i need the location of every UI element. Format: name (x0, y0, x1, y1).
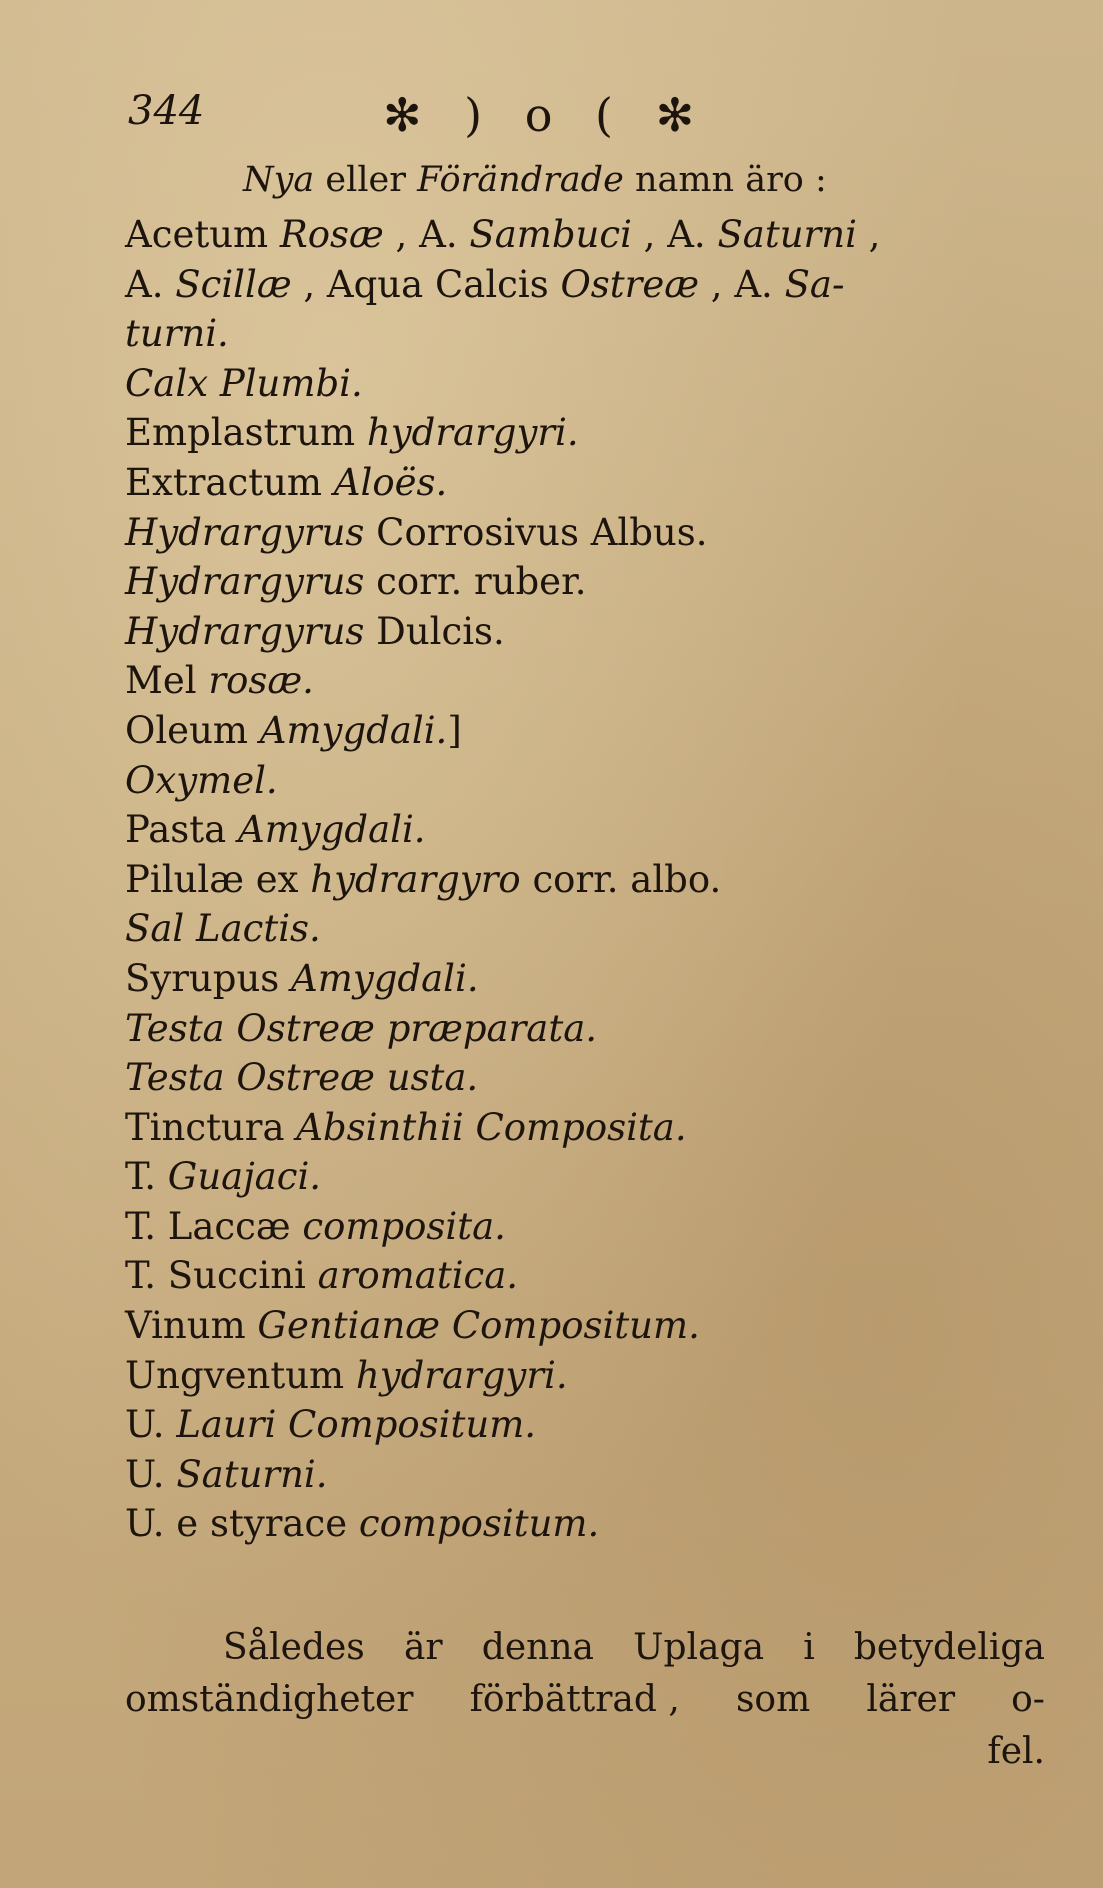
closing-word: är (403, 1627, 443, 1668)
list-item (125, 309, 1055, 359)
entry-text: turni. (125, 312, 229, 356)
entry-text: Testa Ostreæ usta. (125, 1056, 479, 1100)
closing-word: o- (1011, 1679, 1045, 1720)
entry-text: , (856, 213, 881, 256)
entry-text: Scillæ (175, 262, 292, 306)
entry-text: , A. (699, 262, 785, 306)
entry-text: A. (419, 213, 470, 256)
entry-text: A. (667, 213, 718, 256)
entry-text: Sa- (784, 262, 845, 306)
entry-text: Absinthii Composita. (296, 1105, 687, 1149)
closing-word: lärer (866, 1679, 956, 1720)
entry-text: rosæ. (208, 659, 314, 703)
entry-text: Ostreæ (560, 262, 700, 306)
list-item (125, 260, 1055, 310)
list-item (125, 1400, 1055, 1450)
list-item (125, 1202, 1055, 1252)
list-item (125, 1499, 1055, 1549)
entry-text: Mel (125, 659, 209, 703)
entry-text: ] (447, 708, 462, 752)
entry-text: Oxymel. (125, 758, 278, 802)
closing-word: Uplaga (633, 1627, 765, 1668)
list-item (125, 607, 1055, 657)
list-item (125, 359, 1055, 409)
entry-text: U. (125, 1452, 177, 1496)
list-item (125, 1450, 1055, 1500)
entry-text: T. (125, 1155, 168, 1199)
entry-text: aromatica. (317, 1254, 519, 1298)
heading-word-forandrade: Förändrade (417, 160, 624, 200)
entry-text: , (383, 213, 420, 256)
list-item (125, 210, 1055, 260)
entry-text: compositum. (358, 1502, 600, 1546)
list-item (125, 855, 1055, 905)
entry-text: Amygdali. (291, 956, 479, 1000)
entry-text: Syrupus (125, 956, 292, 1000)
list-item (125, 1053, 1055, 1103)
closing-word: förbättrad , (469, 1679, 680, 1720)
entry-text: Hydrargyrus (125, 510, 365, 554)
entry-text: T. Laccæ (125, 1204, 303, 1248)
list-item (125, 508, 1055, 558)
list-item (125, 1301, 1055, 1351)
entry-text: Guajaci. (167, 1155, 322, 1199)
closing-word: denna (481, 1627, 594, 1668)
catchword-line (125, 1726, 1045, 1778)
entry-text: Vinum (125, 1304, 258, 1348)
entry-text: corr. albo. (520, 857, 722, 901)
entry-text: A. (125, 262, 176, 306)
entry-text: Amygdali. (259, 708, 448, 752)
heading-word-eller: eller (325, 160, 406, 200)
list-item (125, 1251, 1055, 1301)
entry-text: Saturni. (176, 1452, 328, 1496)
entry-text: T. Succini (125, 1254, 318, 1298)
entry-text: corr. ruber. (364, 560, 587, 604)
heading-word-nya: Nya (243, 160, 315, 200)
entry-text: hydrargyri. (355, 1353, 568, 1397)
entry-text: Testa Ostreæ præparata. (125, 1006, 598, 1050)
list-item (125, 805, 1055, 855)
entry-text: Dulcis. (364, 609, 505, 653)
catchword: fel. (987, 1731, 1045, 1772)
remedy-list (125, 210, 1055, 1549)
entry-text: Oleum (125, 708, 260, 752)
closing-word: i (803, 1627, 815, 1668)
entry-text: Acetum (125, 213, 280, 256)
entry-text: Gentianæ Compositum. (257, 1304, 700, 1348)
heading-word-namn: namn äro : (634, 160, 827, 200)
entry-text: hydrargyri. (366, 411, 579, 455)
list-item (125, 1351, 1055, 1401)
entry-text: Amygdali. (237, 808, 426, 852)
list-item (125, 408, 1055, 458)
closing-line-2 (125, 1674, 1045, 1726)
list-item (125, 1004, 1055, 1054)
entry-text: Pilulæ ex (125, 857, 311, 901)
closing-word: Således (223, 1627, 365, 1668)
list-item (125, 1152, 1055, 1202)
entry-text: Sal Lactis. (125, 907, 321, 951)
entry-text: Corrosivus Albus. (364, 510, 708, 554)
entry-text: Hydrargyrus (125, 560, 365, 604)
entry-text: , (631, 213, 668, 256)
entry-text: Tinctura (125, 1105, 297, 1149)
closing-paragraph (125, 1622, 1045, 1778)
entry-text: Pasta (125, 808, 238, 852)
entry-text: composita. (302, 1204, 506, 1248)
list-item (125, 458, 1055, 508)
entry-text: hydrargyro (310, 857, 521, 901)
list-item (125, 904, 1055, 954)
entry-text: Ungventum (125, 1353, 356, 1397)
page-header (128, 88, 1008, 148)
page-number: 344 (128, 88, 205, 134)
closing-word: omständigheter (125, 1679, 414, 1720)
list-item (125, 656, 1055, 706)
list-item (125, 756, 1055, 806)
closing-line-1 (125, 1622, 1045, 1674)
header-ornament: ✻ ) o ( ✻ (383, 88, 709, 142)
entry-text: Aloës. (333, 460, 448, 504)
entry-text: Lauri Compositum. (176, 1403, 537, 1447)
list-item (125, 954, 1055, 1004)
closing-word: som (735, 1679, 811, 1720)
entry-text: Rosæ (279, 213, 384, 256)
list-item (125, 557, 1055, 607)
entry-text: , Aqua Calcis (291, 262, 561, 306)
entry-text: Sambuci (469, 213, 632, 256)
list-heading (243, 160, 827, 200)
entry-text: Calx Plumbi. (125, 361, 363, 405)
entry-text: Extractum (125, 460, 334, 504)
entry-text: Saturni (717, 213, 857, 256)
entry-text: U. e styrace (125, 1502, 359, 1546)
list-item (125, 1103, 1055, 1153)
list-item (125, 706, 1055, 756)
entry-text: Hydrargyrus (125, 609, 365, 653)
closing-word: betydeliga (853, 1627, 1045, 1668)
entry-text: U. (125, 1403, 177, 1447)
entry-text: Emplastrum (125, 411, 367, 455)
